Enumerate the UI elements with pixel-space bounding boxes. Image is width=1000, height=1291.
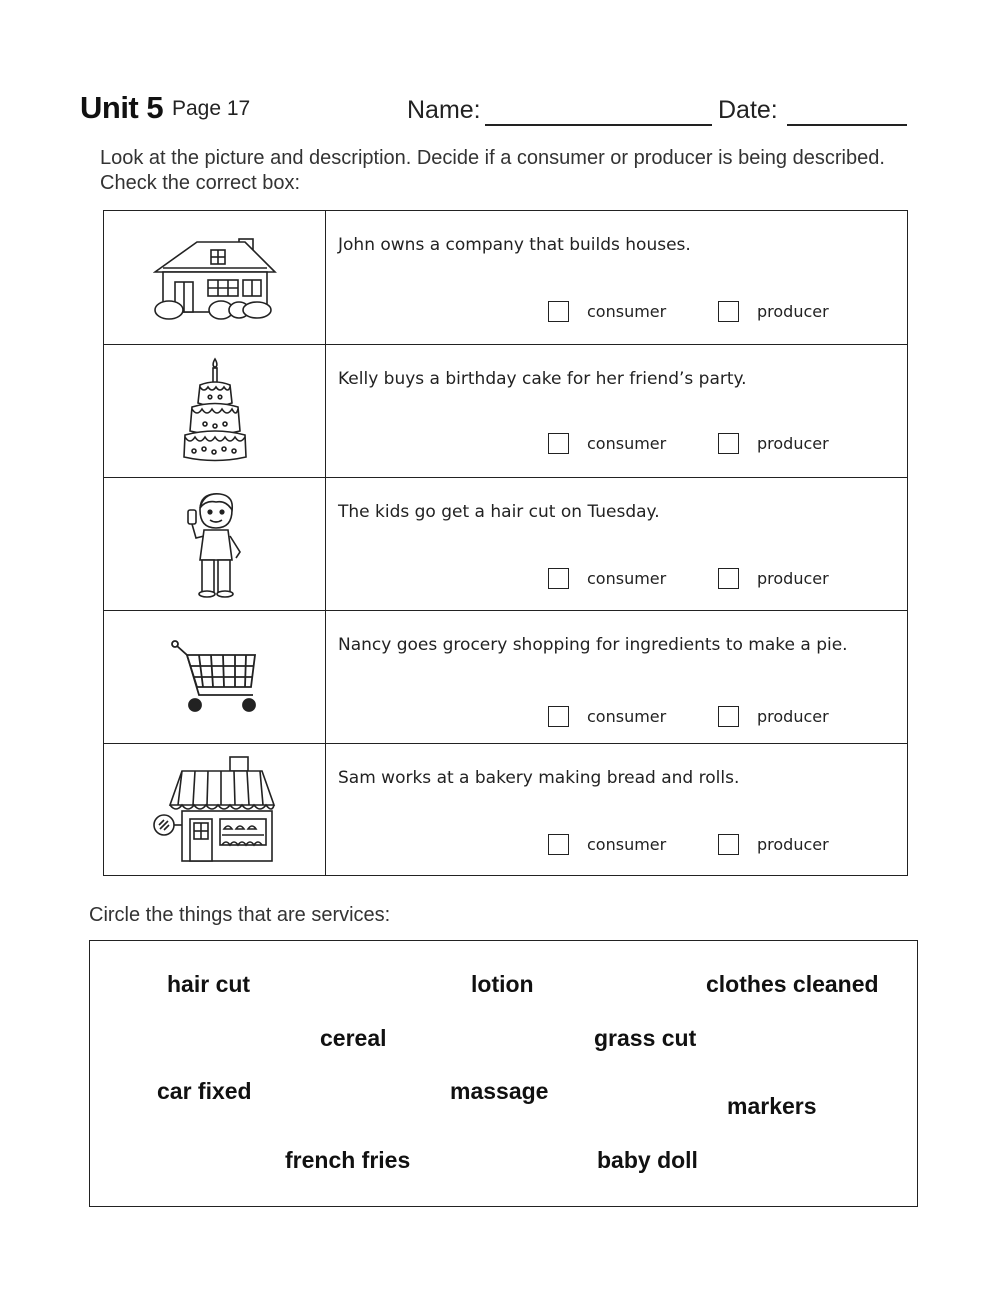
producer-checkbox[interactable] [718, 301, 739, 322]
name-label: Name: [407, 96, 481, 124]
consumer-option[interactable]: consumer [548, 433, 666, 454]
table-row [104, 344, 907, 477]
date-label: Date: [718, 96, 778, 124]
consumer-checkbox[interactable] [548, 301, 569, 322]
consumer-option[interactable]: consumer [548, 834, 666, 855]
producer-option[interactable]: producer [718, 568, 829, 589]
producer-option[interactable]: producer [718, 301, 829, 322]
service-word[interactable]: car fixed [157, 1078, 252, 1104]
service-word[interactable]: lotion [471, 971, 534, 997]
producer-checkbox[interactable] [718, 433, 739, 454]
service-word[interactable]: markers [727, 1093, 817, 1119]
birthday-cake-icon [180, 357, 250, 465]
service-word[interactable]: baby doll [597, 1147, 698, 1173]
table-row [104, 743, 907, 876]
consumer-checkbox[interactable] [548, 433, 569, 454]
unit-title: Unit 5 [80, 90, 164, 125]
service-word[interactable]: cereal [320, 1025, 387, 1051]
date-field[interactable] [787, 124, 907, 126]
house-icon [153, 236, 277, 320]
consumer-option[interactable]: consumer [548, 568, 666, 589]
producer-checkbox[interactable] [718, 834, 739, 855]
row-description: Nancy goes grocery shopping for ingredients to make a pie. [338, 635, 848, 655]
consumer-producer-table [103, 210, 908, 876]
service-word[interactable]: grass cut [594, 1025, 697, 1051]
page-number: Page 17 [172, 97, 251, 120]
row-description: Kelly buys a birthday cake for her friend’s party. [338, 369, 747, 389]
instructions: Look at the picture and description. Decide if a consumer or producer is being described. Check the correct box: [100, 147, 885, 194]
consumer-option[interactable]: consumer [548, 301, 666, 322]
bakery-shop-icon [152, 755, 278, 865]
shopping-cart-icon [169, 639, 261, 715]
services-box [89, 940, 918, 1207]
service-word[interactable]: massage [450, 1078, 549, 1104]
table-row [104, 610, 907, 743]
row-description: Sam works at a bakery making bread and rolls. [338, 768, 740, 788]
consumer-checkbox[interactable] [548, 706, 569, 727]
table-row [104, 477, 907, 610]
table-row [104, 211, 907, 344]
consumer-checkbox[interactable] [548, 834, 569, 855]
producer-option[interactable]: producer [718, 433, 829, 454]
service-word[interactable]: hair cut [167, 971, 251, 997]
service-word[interactable]: clothes cleaned [706, 971, 879, 997]
consumer-option[interactable]: consumer [548, 706, 666, 727]
row-description: The kids go get a hair cut on Tuesday. [338, 502, 660, 522]
consumer-checkbox[interactable] [548, 568, 569, 589]
producer-checkbox[interactable] [718, 706, 739, 727]
service-word[interactable]: french fries [285, 1147, 411, 1173]
producer-checkbox[interactable] [718, 568, 739, 589]
name-field[interactable] [485, 124, 712, 126]
services-instructions: Circle the things that are services: [89, 904, 391, 926]
boy-icon [180, 488, 250, 600]
row-description: John owns a company that builds houses. [338, 235, 691, 255]
producer-option[interactable]: producer [718, 706, 829, 727]
producer-option[interactable]: producer [718, 834, 829, 855]
